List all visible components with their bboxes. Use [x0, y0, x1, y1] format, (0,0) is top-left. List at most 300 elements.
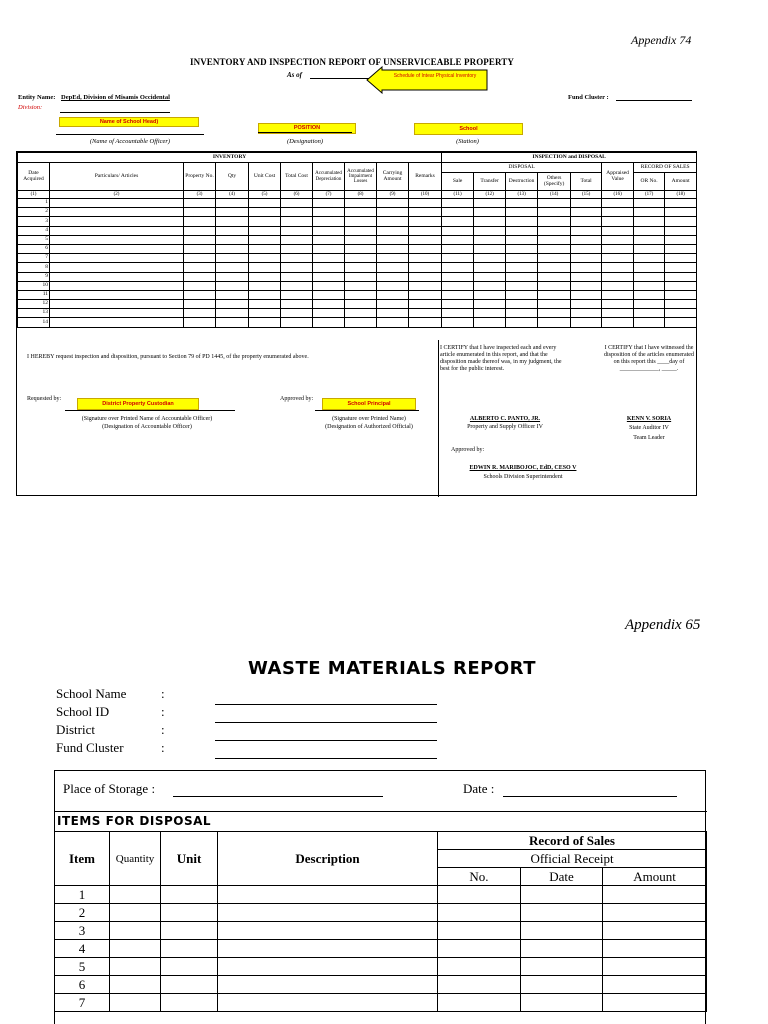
inventory-cell[interactable]	[249, 281, 281, 290]
inventory-cell[interactable]	[313, 244, 345, 253]
inventory-cell[interactable]	[665, 254, 697, 263]
inventory-cell[interactable]	[474, 318, 506, 327]
column-number-row	[18, 191, 697, 199]
waste-item-cell[interactable]	[161, 976, 218, 994]
inventory-cell[interactable]	[571, 254, 602, 263]
inventory-cell[interactable]	[474, 272, 506, 281]
inventory-cell[interactable]	[474, 199, 506, 208]
inventory-cell[interactable]	[602, 309, 634, 318]
inventory-cell[interactable]	[50, 309, 184, 318]
inventory-cell[interactable]	[216, 290, 249, 299]
inventory-cell[interactable]	[313, 226, 345, 235]
inventory-cell[interactable]	[409, 208, 442, 217]
inventory-cell[interactable]	[665, 263, 697, 272]
inventory-cell[interactable]	[377, 309, 409, 318]
waste-item-cell[interactable]	[110, 922, 161, 940]
inventory-cell[interactable]	[184, 235, 216, 244]
waste-item-cell[interactable]	[218, 940, 438, 958]
inventory-cell[interactable]	[634, 244, 665, 253]
inventory-cell[interactable]	[249, 318, 281, 327]
inventory-cell[interactable]	[216, 309, 249, 318]
waste-item-cell[interactable]	[603, 940, 707, 958]
waste-item-cell[interactable]	[161, 994, 218, 1012]
inventory-cell[interactable]	[50, 263, 184, 272]
inventory-cell[interactable]	[442, 300, 474, 309]
inventory-cell[interactable]	[249, 217, 281, 226]
inventory-cell[interactable]	[442, 318, 474, 327]
inventory-cell[interactable]	[249, 263, 281, 272]
waste-item-cell[interactable]	[218, 976, 438, 994]
inventory-cell[interactable]	[634, 217, 665, 226]
inventory-cell[interactable]	[474, 290, 506, 299]
inventory-cell[interactable]	[665, 309, 697, 318]
waste-item-cell[interactable]	[521, 940, 603, 958]
inventory-cell[interactable]	[184, 217, 216, 226]
inventory-cell[interactable]	[50, 272, 184, 281]
waste-item-cell[interactable]	[521, 976, 603, 994]
inventory-cell[interactable]	[442, 272, 474, 281]
inventory-cell[interactable]	[506, 272, 538, 281]
school-field-input-line[interactable]	[215, 722, 437, 723]
inventory-cell[interactable]	[602, 281, 634, 290]
waste-item-cell[interactable]	[110, 976, 161, 994]
inventory-cell[interactable]	[184, 318, 216, 327]
waste-item-cell[interactable]	[218, 994, 438, 1012]
inventory-cell[interactable]	[602, 290, 634, 299]
waste-item-cell[interactable]	[438, 958, 521, 976]
inventory-cell[interactable]	[474, 244, 506, 253]
inventory-cell[interactable]	[50, 300, 184, 309]
item-number: 3	[55, 922, 110, 940]
waste-item-cell[interactable]	[603, 886, 707, 904]
inventory-cell[interactable]	[216, 217, 249, 226]
inventory-cell[interactable]	[665, 226, 697, 235]
waste-item-cell[interactable]	[438, 922, 521, 940]
inventory-cell[interactable]	[216, 208, 249, 217]
inventory-cell[interactable]	[377, 244, 409, 253]
inventory-cell[interactable]	[634, 281, 665, 290]
waste-item-cell[interactable]	[603, 922, 707, 940]
inventory-cell[interactable]	[313, 217, 345, 226]
inventory-cell[interactable]	[506, 263, 538, 272]
waste-item-cell[interactable]	[110, 994, 161, 1012]
inventory-cell[interactable]	[377, 217, 409, 226]
inventory-cell[interactable]	[50, 281, 184, 290]
inventory-cell[interactable]	[442, 309, 474, 318]
inventory-cell[interactable]	[216, 244, 249, 253]
inventory-cell[interactable]	[442, 281, 474, 290]
inventory-cell[interactable]	[634, 300, 665, 309]
inventory-cell[interactable]	[571, 290, 602, 299]
inventory-cell[interactable]	[571, 217, 602, 226]
waste-item-cell[interactable]	[603, 904, 707, 922]
inventory-cell[interactable]	[313, 309, 345, 318]
inventory-cell[interactable]	[602, 217, 634, 226]
inventory-cell[interactable]	[313, 272, 345, 281]
inventory-cell[interactable]	[634, 309, 665, 318]
school-field-colon: :	[161, 740, 165, 755]
inventory-cell[interactable]	[50, 318, 184, 327]
inventory-cell[interactable]	[538, 199, 571, 208]
inventory-cell[interactable]	[377, 235, 409, 244]
inventory-cell[interactable]	[665, 290, 697, 299]
inventory-cell[interactable]	[602, 300, 634, 309]
inventory-cell[interactable]	[571, 281, 602, 290]
inventory-cell[interactable]	[281, 254, 313, 263]
inventory-cell[interactable]	[409, 244, 442, 253]
inventory-cell[interactable]	[184, 281, 216, 290]
waste-item-cell[interactable]	[438, 886, 521, 904]
inventory-cell[interactable]	[506, 281, 538, 290]
inventory-cell[interactable]	[571, 208, 602, 217]
inventory-cell[interactable]	[571, 272, 602, 281]
inventory-cell[interactable]	[281, 318, 313, 327]
inventory-cell[interactable]	[281, 300, 313, 309]
inventory-cell[interactable]	[571, 300, 602, 309]
inventory-cell[interactable]	[50, 226, 184, 235]
inventory-cell[interactable]	[409, 309, 442, 318]
inventory-cell[interactable]	[665, 199, 697, 208]
inventory-cell[interactable]	[474, 254, 506, 263]
waste-item-row	[55, 958, 707, 976]
inventory-cell[interactable]	[50, 290, 184, 299]
inventory-cell[interactable]	[409, 272, 442, 281]
inventory-cell[interactable]	[345, 263, 377, 272]
inventory-cell[interactable]	[281, 199, 313, 208]
inventory-cell[interactable]	[665, 217, 697, 226]
inventory-cell[interactable]	[442, 208, 474, 217]
inventory-cell[interactable]	[571, 318, 602, 327]
inventory-cell[interactable]	[538, 244, 571, 253]
waste-item-cell[interactable]	[438, 904, 521, 922]
inventory-row	[18, 254, 697, 263]
inventory-cell[interactable]	[571, 244, 602, 253]
inventory-cell[interactable]	[184, 300, 216, 309]
inventory-cell[interactable]	[216, 263, 249, 272]
inventory-cell[interactable]	[634, 235, 665, 244]
inventory-cell[interactable]	[538, 226, 571, 235]
inventory-cell[interactable]	[50, 199, 184, 208]
column-number: (11)	[442, 191, 474, 199]
inventory-cell[interactable]	[474, 226, 506, 235]
inventory-cell[interactable]	[377, 263, 409, 272]
inventory-cell[interactable]	[345, 272, 377, 281]
inventory-cell[interactable]	[634, 318, 665, 327]
waste-item-cell[interactable]	[110, 958, 161, 976]
inventory-cell[interactable]	[377, 300, 409, 309]
inventory-cell[interactable]	[409, 235, 442, 244]
inventory-cell[interactable]	[281, 263, 313, 272]
inventory-cell[interactable]	[571, 226, 602, 235]
waste-item-cell[interactable]	[161, 940, 218, 958]
inventory-cell[interactable]	[184, 208, 216, 217]
inventory-cell[interactable]	[474, 208, 506, 217]
inventory-cell[interactable]	[313, 290, 345, 299]
inventory-cell[interactable]	[184, 254, 216, 263]
inventory-cell[interactable]	[50, 254, 184, 263]
inventory-cell[interactable]	[442, 199, 474, 208]
place-of-storage-line[interactable]	[173, 796, 383, 797]
inventory-cell[interactable]	[665, 318, 697, 327]
inventory-cell[interactable]	[602, 226, 634, 235]
inventory-cell[interactable]	[634, 208, 665, 217]
waste-item-cell[interactable]	[110, 940, 161, 958]
inventory-cell[interactable]	[216, 281, 249, 290]
inventory-cell[interactable]	[474, 263, 506, 272]
inventory-cell[interactable]	[281, 290, 313, 299]
inventory-cell[interactable]	[474, 300, 506, 309]
inventory-cell[interactable]	[602, 235, 634, 244]
inventory-cell[interactable]	[377, 226, 409, 235]
inventory-cell[interactable]	[665, 244, 697, 253]
inventory-cell[interactable]	[474, 217, 506, 226]
inventory-cell[interactable]	[345, 235, 377, 244]
inventory-cell[interactable]	[602, 199, 634, 208]
inventory-cell[interactable]	[50, 217, 184, 226]
inventory-cell[interactable]	[281, 226, 313, 235]
inventory-cell[interactable]	[345, 217, 377, 226]
inventory-cell[interactable]	[216, 254, 249, 263]
inventory-cell[interactable]	[538, 290, 571, 299]
waste-item-cell[interactable]	[161, 904, 218, 922]
waste-item-cell[interactable]	[603, 976, 707, 994]
inventory-cell[interactable]	[249, 244, 281, 253]
inventory-cell[interactable]	[665, 272, 697, 281]
inventory-cell[interactable]	[313, 254, 345, 263]
inventory-cell[interactable]	[571, 309, 602, 318]
inventory-cell[interactable]	[506, 318, 538, 327]
col-total: Total	[571, 173, 602, 191]
inventory-cell[interactable]	[409, 281, 442, 290]
inventory-cell[interactable]	[602, 318, 634, 327]
inventory-cell[interactable]	[281, 309, 313, 318]
waste-item-cell[interactable]	[218, 922, 438, 940]
inventory-cell[interactable]	[634, 254, 665, 263]
inventory-cell[interactable]	[216, 235, 249, 244]
inventory-cell[interactable]	[665, 300, 697, 309]
inventory-cell[interactable]	[313, 300, 345, 309]
inventory-cell[interactable]	[313, 263, 345, 272]
inventory-cell[interactable]	[281, 217, 313, 226]
inventory-cell[interactable]	[216, 226, 249, 235]
inventory-cell[interactable]	[602, 263, 634, 272]
inventory-cell[interactable]	[538, 254, 571, 263]
inventory-cell[interactable]	[184, 272, 216, 281]
inventory-cell[interactable]	[377, 281, 409, 290]
inventory-cell[interactable]	[216, 199, 249, 208]
inventory-cell[interactable]	[442, 235, 474, 244]
column-number: (8)	[345, 191, 377, 199]
inspector-name: ALBERTO C. PANTO, JR.	[469, 416, 541, 422]
waste-item-cell[interactable]	[603, 994, 707, 1012]
inventory-cell[interactable]	[377, 254, 409, 263]
inventory-cell[interactable]	[442, 263, 474, 272]
school-field-input-line[interactable]	[215, 740, 437, 741]
inventory-cell[interactable]	[377, 290, 409, 299]
inventory-cell[interactable]	[506, 217, 538, 226]
inventory-cell[interactable]	[249, 300, 281, 309]
inventory-cell[interactable]	[571, 263, 602, 272]
inventory-cell[interactable]	[249, 208, 281, 217]
inventory-cell[interactable]	[538, 235, 571, 244]
inventory-cell[interactable]	[345, 254, 377, 263]
waste-item-cell[interactable]	[161, 922, 218, 940]
inventory-cell[interactable]	[538, 300, 571, 309]
inventory-cell[interactable]	[538, 272, 571, 281]
inventory-cell[interactable]	[442, 244, 474, 253]
inventory-cell[interactable]	[634, 272, 665, 281]
inventory-cell[interactable]	[281, 272, 313, 281]
waste-item-cell[interactable]	[218, 904, 438, 922]
appendix-74-label: Appendix 74	[631, 33, 692, 47]
waste-item-cell[interactable]	[161, 886, 218, 904]
inventory-cell[interactable]	[506, 290, 538, 299]
inventory-cell[interactable]	[345, 208, 377, 217]
inventory-cell[interactable]	[506, 208, 538, 217]
waste-item-cell[interactable]	[521, 886, 603, 904]
inventory-cell[interactable]	[184, 199, 216, 208]
waste-item-cell[interactable]	[218, 958, 438, 976]
inventory-cell[interactable]	[377, 272, 409, 281]
inventory-cell[interactable]	[184, 244, 216, 253]
inventory-cell[interactable]	[474, 309, 506, 318]
inventory-cell[interactable]	[506, 235, 538, 244]
inventory-cell[interactable]	[345, 199, 377, 208]
inventory-cell[interactable]	[571, 199, 602, 208]
inventory-cell[interactable]	[538, 208, 571, 217]
inventory-cell[interactable]	[281, 281, 313, 290]
inventory-cell[interactable]	[538, 309, 571, 318]
waste-item-cell[interactable]	[438, 994, 521, 1012]
inventory-cell[interactable]	[602, 272, 634, 281]
inventory-cell[interactable]	[602, 244, 634, 253]
inventory-cell[interactable]	[442, 254, 474, 263]
inventory-cell[interactable]	[409, 226, 442, 235]
inventory-cell[interactable]	[506, 226, 538, 235]
inventory-cell[interactable]	[538, 217, 571, 226]
waste-item-cell[interactable]	[521, 922, 603, 940]
waste-item-cell[interactable]	[218, 886, 438, 904]
inventory-cell[interactable]	[665, 208, 697, 217]
inventory-cell[interactable]	[409, 254, 442, 263]
inventory-cell[interactable]	[50, 208, 184, 217]
inventory-cell[interactable]	[442, 226, 474, 235]
school-field-input-line[interactable]	[215, 704, 437, 705]
inventory-cell[interactable]	[602, 254, 634, 263]
inventory-cell[interactable]	[634, 290, 665, 299]
inventory-cell[interactable]	[665, 281, 697, 290]
inventory-cell[interactable]	[409, 300, 442, 309]
inventory-cell[interactable]	[634, 199, 665, 208]
inventory-cell[interactable]	[634, 263, 665, 272]
waste-item-cell[interactable]	[521, 994, 603, 1012]
waste-item-cell[interactable]	[521, 904, 603, 922]
inventory-cell[interactable]	[634, 226, 665, 235]
row-number: 3	[18, 217, 50, 226]
date-line[interactable]	[503, 796, 677, 797]
inventory-cell[interactable]	[313, 208, 345, 217]
inventory-cell[interactable]	[377, 208, 409, 217]
inventory-cell[interactable]	[665, 235, 697, 244]
waste-item-cell[interactable]	[438, 940, 521, 958]
inventory-cell[interactable]	[345, 318, 377, 327]
col-transfer: Transfer	[474, 173, 506, 191]
inventory-cell[interactable]	[249, 226, 281, 235]
inventory-cell[interactable]	[216, 272, 249, 281]
inventory-cell[interactable]	[442, 290, 474, 299]
inventory-cell[interactable]	[474, 281, 506, 290]
station-caption: (Station)	[456, 138, 479, 145]
waste-item-cell[interactable]	[603, 958, 707, 976]
inventory-cell[interactable]	[345, 244, 377, 253]
inventory-cell[interactable]	[249, 235, 281, 244]
inventory-cell[interactable]	[184, 309, 216, 318]
inventory-cell[interactable]	[409, 199, 442, 208]
inventory-cell[interactable]	[409, 318, 442, 327]
inventory-cell[interactable]	[249, 290, 281, 299]
school-field-input-line[interactable]	[215, 758, 437, 759]
inventory-cell[interactable]	[377, 199, 409, 208]
inventory-cell[interactable]	[538, 263, 571, 272]
waste-item-cell[interactable]	[110, 904, 161, 922]
waste-item-cell[interactable]	[161, 958, 218, 976]
inventory-cell[interactable]	[506, 300, 538, 309]
inventory-cell[interactable]	[184, 290, 216, 299]
inventory-cell[interactable]	[281, 208, 313, 217]
inventory-cell[interactable]	[313, 281, 345, 290]
inventory-cell[interactable]	[409, 290, 442, 299]
inventory-cell[interactable]	[184, 226, 216, 235]
inventory-cell[interactable]	[409, 217, 442, 226]
inventory-cell[interactable]	[377, 318, 409, 327]
inventory-cell[interactable]	[571, 235, 602, 244]
inventory-cell[interactable]	[313, 318, 345, 327]
inventory-cell[interactable]	[249, 254, 281, 263]
inventory-cell[interactable]	[313, 199, 345, 208]
inventory-cell[interactable]	[216, 300, 249, 309]
inventory-cell[interactable]	[345, 281, 377, 290]
inventory-cell[interactable]	[249, 309, 281, 318]
waste-item-cell[interactable]	[110, 886, 161, 904]
waste-item-cell[interactable]	[521, 958, 603, 976]
inventory-cell[interactable]	[216, 318, 249, 327]
inventory-cell[interactable]	[345, 226, 377, 235]
inventory-cell[interactable]	[506, 244, 538, 253]
inventory-cell[interactable]	[409, 263, 442, 272]
inventory-cell[interactable]	[538, 281, 571, 290]
inventory-cell[interactable]	[281, 235, 313, 244]
waste-item-row	[55, 922, 707, 940]
inventory-cell[interactable]	[506, 199, 538, 208]
inventory-cell[interactable]	[345, 300, 377, 309]
inventory-cell[interactable]	[345, 290, 377, 299]
inventory-cell[interactable]	[184, 263, 216, 272]
inventory-cell[interactable]	[249, 272, 281, 281]
inventory-cell[interactable]	[602, 208, 634, 217]
inventory-cell[interactable]	[442, 217, 474, 226]
inventory-cell[interactable]	[345, 309, 377, 318]
inventory-cell[interactable]	[538, 318, 571, 327]
inventory-cell[interactable]	[474, 235, 506, 244]
inventory-cell[interactable]	[313, 235, 345, 244]
inventory-cell[interactable]	[506, 254, 538, 263]
inventory-cell[interactable]	[506, 309, 538, 318]
inventory-cell[interactable]	[281, 244, 313, 253]
inventory-cell[interactable]	[50, 244, 184, 253]
inventory-cell[interactable]	[249, 199, 281, 208]
waste-item-cell[interactable]	[438, 976, 521, 994]
inventory-cell[interactable]	[50, 235, 184, 244]
